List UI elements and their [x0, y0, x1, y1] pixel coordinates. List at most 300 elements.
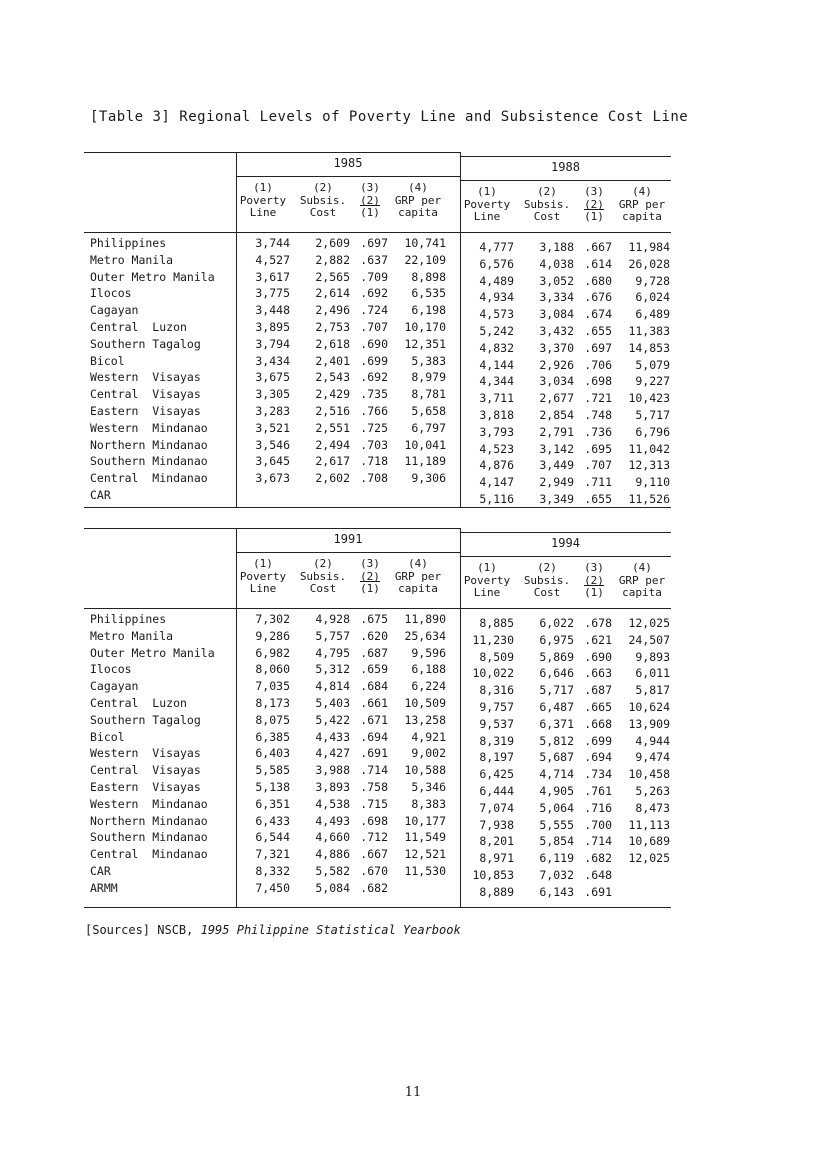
- table-cell: 8,781: [411, 387, 446, 402]
- table-cell: 6,544: [255, 830, 290, 845]
- table-cell: 26,028: [628, 256, 670, 271]
- table-cell: 12,351: [404, 336, 446, 351]
- table-cell: 6,535: [411, 286, 446, 301]
- region-name: Metro Manila: [90, 628, 174, 643]
- table-row: [84, 847, 671, 864]
- column-header-line: Poverty: [463, 573, 511, 587]
- table-cell: .648: [584, 868, 612, 882]
- table-cell: 6,224: [411, 679, 446, 694]
- table-row: [84, 320, 671, 337]
- table-cell: .667: [360, 847, 388, 862]
- region-name: Southern Tagalog: [90, 712, 201, 727]
- table-cell: 5,116: [479, 492, 514, 506]
- column-header-line: Subsis.: [523, 573, 571, 587]
- region-name: Western Mindanao: [90, 796, 208, 811]
- table-row: [84, 814, 671, 831]
- column-header-line: (2): [313, 181, 333, 194]
- year-rule-right: [460, 180, 671, 181]
- table-cell: 9,286: [255, 628, 290, 643]
- region-name: Ilocos: [90, 286, 132, 301]
- table-row: [84, 270, 671, 287]
- table-cell: 5,869: [539, 649, 574, 664]
- region-name: Metro Manila: [90, 252, 174, 267]
- table-cell: 8,979: [411, 370, 446, 385]
- table-cell: 13,909: [628, 716, 670, 731]
- table-cell: .680: [584, 273, 612, 288]
- table-cell: 9,110: [635, 475, 670, 490]
- column-header: [230, 182, 296, 220]
- table-cell: .761: [584, 784, 612, 798]
- table-cell: 4,344: [479, 374, 514, 389]
- table-cell: 9,728: [635, 273, 670, 288]
- table-cell: 4,714: [539, 767, 574, 782]
- table-cell: 5,687: [539, 750, 574, 765]
- table-cell: 3,432: [539, 324, 574, 338]
- year-header: 1988: [551, 160, 580, 174]
- region-name: Southern Mindanao: [90, 830, 208, 845]
- region-name: Southern Tagalog: [90, 336, 201, 351]
- table-cell: 5,084: [315, 880, 350, 895]
- table-cell: 4,538: [315, 796, 350, 811]
- table-cell: 6,351: [255, 796, 290, 811]
- column-header-line: (1): [360, 206, 380, 219]
- column-header-line: (1): [477, 185, 497, 198]
- table-cell: .682: [360, 880, 388, 895]
- table-cell: .697: [584, 340, 612, 355]
- region-name: Philippines: [90, 612, 167, 626]
- region-name: Central Visayas: [90, 387, 201, 402]
- top-rule-right: [460, 532, 671, 533]
- region-name: Bicol: [90, 729, 125, 744]
- table-cell: 3,521: [255, 420, 290, 435]
- column-header-line: Cost: [309, 206, 337, 219]
- table-row: [84, 679, 671, 696]
- table-cell: 8,075: [255, 712, 290, 727]
- table-cell: 11,383: [628, 324, 670, 338]
- table-cell: 9,537: [479, 716, 514, 731]
- table-cell: 12,521: [404, 847, 446, 862]
- table-cell: 10,458: [628, 767, 670, 782]
- table-cell: .690: [584, 649, 612, 664]
- table-cell: 3,434: [255, 353, 290, 368]
- table-cell: 5,138: [255, 780, 290, 794]
- region-name: Eastern Visayas: [90, 780, 201, 794]
- column-header-line: Poverty: [463, 197, 511, 211]
- sources-prefix: [Sources] NSCB,: [85, 923, 194, 937]
- table-cell: 8,319: [479, 733, 514, 748]
- table-cell: 14,853: [628, 340, 670, 355]
- column-header-line: (3): [360, 557, 380, 570]
- table-cell: 11,526: [628, 492, 670, 506]
- table-cell: .668: [584, 716, 612, 731]
- table-cell: 8,197: [479, 750, 514, 765]
- column-header-line: capita: [622, 210, 662, 223]
- table-cell: 10,588: [404, 763, 446, 778]
- table-cell: 11,549: [404, 830, 446, 845]
- table-cell: 6,024: [635, 290, 670, 305]
- table-cell: 8,060: [255, 662, 290, 677]
- sources-title: 1995 Philippine Statistical Yearbook: [200, 923, 461, 937]
- table-row: [84, 629, 671, 646]
- table-cell: .712: [360, 830, 388, 845]
- table-cell: 9,596: [411, 645, 446, 660]
- table-cell: 3,775: [255, 286, 290, 301]
- region-name: Cagayan: [90, 303, 139, 318]
- column-header-line: (2): [360, 193, 380, 207]
- table-cell: 10,022: [472, 666, 514, 681]
- table-cell: 8,889: [479, 884, 514, 899]
- table-cell: 3,034: [539, 374, 574, 389]
- table-cell: .674: [584, 307, 612, 322]
- table-cell: 9,893: [635, 649, 670, 664]
- table-cell: 2,926: [539, 357, 574, 372]
- table-cell: 4,777: [479, 240, 514, 254]
- table-cell: .692: [360, 286, 388, 301]
- column-header: [230, 558, 296, 596]
- table-cell: .714: [360, 763, 388, 778]
- table-cell: 10,741: [404, 236, 446, 250]
- column-header-line: (3): [360, 181, 380, 194]
- table-cell: .690: [360, 336, 388, 351]
- region-name: CAR: [90, 488, 111, 502]
- region-name: Western Visayas: [90, 370, 201, 385]
- column-header-line: (1): [477, 561, 497, 574]
- table-cell: 4,876: [479, 458, 514, 473]
- table-cell: 6,011: [635, 666, 670, 681]
- poverty-table-1985-1988: [84, 152, 671, 508]
- table-cell: 6,489: [635, 307, 670, 322]
- table-cell: .694: [360, 729, 388, 744]
- table-cell: 3,283: [255, 404, 290, 418]
- table-cell: 4,928: [315, 612, 350, 626]
- table-cell: 5,242: [479, 324, 514, 338]
- table-cell: .687: [360, 645, 388, 660]
- poverty-table-1991-1994: [84, 528, 671, 908]
- column-header: [608, 562, 676, 600]
- table-cell: .715: [360, 796, 388, 811]
- table-cell: 3,794: [255, 336, 290, 351]
- region-name: Central Visayas: [90, 763, 201, 778]
- table-cell: 5,346: [411, 780, 446, 794]
- column-header-line: Line: [249, 582, 277, 595]
- table-row: [84, 471, 671, 488]
- table-cell: .714: [584, 834, 612, 849]
- table-cell: .621: [584, 632, 612, 647]
- table-cell: .659: [360, 662, 388, 677]
- table-cell: 10,423: [628, 391, 670, 406]
- column-header-line: capita: [398, 206, 438, 219]
- column-header: [454, 186, 520, 224]
- table-row: [84, 303, 671, 320]
- table-cell: 8,473: [635, 800, 670, 815]
- column-header-line: Subsis.: [299, 193, 347, 207]
- table-cell: 6,576: [479, 256, 514, 271]
- table-cell: 2,429: [315, 387, 350, 402]
- table-cell: 4,573: [479, 307, 514, 322]
- column-header-line: (4): [408, 557, 428, 570]
- table-row: [84, 763, 671, 780]
- table-cell: 9,002: [411, 746, 446, 761]
- table-cell: .665: [584, 700, 612, 714]
- region-name: Ilocos: [90, 662, 132, 677]
- table-cell: 9,757: [479, 700, 514, 714]
- table-row: [84, 354, 671, 371]
- table-cell: 6,433: [255, 813, 290, 828]
- table-cell: 7,032: [539, 868, 574, 882]
- table-cell: 10,624: [628, 700, 670, 714]
- header-bottom-rule: [84, 608, 671, 609]
- table-cell: .721: [584, 391, 612, 406]
- table-cell: 3,448: [255, 303, 290, 318]
- table-cell: .706: [584, 357, 612, 372]
- table-row: [84, 236, 671, 253]
- table-cell: 12,025: [628, 851, 670, 866]
- top-rule: [84, 528, 460, 529]
- table-cell: 3,744: [255, 236, 290, 250]
- table-cell: 5,403: [315, 696, 350, 710]
- table-cell: 3,370: [539, 340, 574, 355]
- top-rule: [84, 152, 460, 153]
- table-cell: 3,673: [255, 471, 290, 486]
- table-cell: 8,173: [255, 696, 290, 710]
- column-header: [384, 558, 452, 596]
- table-cell: 4,660: [315, 830, 350, 845]
- column-header-line: (2): [537, 561, 557, 574]
- region-name: Outer Metro Manila: [90, 269, 215, 284]
- table-cell: 12,313: [628, 458, 670, 473]
- region-name: Philippines: [90, 236, 167, 250]
- column-header-line: Poverty: [239, 569, 287, 583]
- table-cell: .691: [360, 746, 388, 761]
- table-cell: .663: [584, 666, 612, 681]
- table-row: [84, 404, 671, 421]
- bottom-rule: [84, 507, 671, 508]
- column-header-line: Subsis.: [523, 197, 571, 211]
- table-cell: 8,316: [479, 683, 514, 698]
- table-cell: 12,025: [628, 616, 670, 630]
- table-cell: 7,321: [255, 847, 290, 862]
- table-cell: 9,306: [411, 471, 446, 486]
- year-rule-right: [460, 556, 671, 557]
- region-name: Central Luzon: [90, 320, 187, 334]
- table-row: [84, 881, 671, 898]
- table-row: [84, 730, 671, 747]
- table-cell: 6,198: [411, 303, 446, 318]
- table-cell: .707: [360, 320, 388, 334]
- table-cell: .703: [360, 437, 388, 452]
- table-cell: 2,609: [315, 236, 350, 250]
- table-cell: 5,555: [539, 817, 574, 832]
- table-cell: 2,677: [539, 391, 574, 406]
- region-name: Northern Mindanao: [90, 813, 208, 828]
- table-row: [84, 612, 671, 629]
- region-name: Northern Mindanao: [90, 437, 208, 452]
- column-header-line: (4): [632, 561, 652, 574]
- table-cell: .684: [360, 679, 388, 694]
- region-name: Cagayan: [90, 679, 139, 694]
- column-header-line: (2): [313, 557, 333, 570]
- table-cell: 4,038: [539, 256, 574, 271]
- table-cell: 5,757: [315, 628, 350, 643]
- table-cell: .718: [360, 454, 388, 469]
- table-row: [84, 286, 671, 303]
- region-name: CAR: [90, 864, 111, 878]
- table-cell: 4,433: [315, 729, 350, 744]
- year-header: 1991: [333, 532, 363, 546]
- table-row: [84, 780, 671, 797]
- column-header-line: Line: [249, 206, 277, 219]
- table-cell: 3,334: [539, 290, 574, 305]
- table-row: [84, 370, 671, 387]
- table-cell: 4,493: [315, 813, 350, 828]
- table-row: [84, 488, 671, 505]
- table-cell: .676: [584, 290, 612, 305]
- table-cell: 8,885: [479, 616, 514, 630]
- table-cell: 6,425: [479, 767, 514, 782]
- table-cell: .758: [360, 780, 388, 794]
- table-cell: 4,144: [479, 357, 514, 372]
- region-name: Central Mindanao: [90, 471, 208, 486]
- table-cell: 6,444: [479, 784, 514, 798]
- column-header-line: (3): [584, 185, 604, 198]
- table-cell: .694: [584, 750, 612, 765]
- table-cell: 11,189: [404, 454, 446, 469]
- year-rule-left: [236, 552, 460, 553]
- table-row: [84, 646, 671, 663]
- table-cell: .699: [584, 733, 612, 748]
- table-cell: 6,796: [635, 424, 670, 439]
- table-cell: 4,527: [255, 252, 290, 267]
- table-cell: 5,854: [539, 834, 574, 849]
- region-name: ARMM: [90, 880, 118, 895]
- column-header-line: (2): [537, 185, 557, 198]
- table-cell: 6,385: [255, 729, 290, 744]
- table-cell: 2,494: [315, 437, 350, 452]
- table-cell: 2,882: [315, 252, 350, 267]
- table-cell: 8,971: [479, 851, 514, 866]
- table-cell: 3,449: [539, 458, 574, 473]
- table-cell: 2,614: [315, 286, 350, 301]
- table-cell: 2,551: [315, 420, 350, 435]
- table-cell: .692: [360, 370, 388, 385]
- region-name: Central Mindanao: [90, 847, 208, 862]
- table-cell: 8,383: [411, 796, 446, 811]
- table-cell: 4,921: [411, 729, 446, 744]
- table-cell: .709: [360, 269, 388, 284]
- table-cell: .698: [584, 374, 612, 389]
- table-row: [84, 454, 671, 471]
- table-cell: .670: [360, 864, 388, 878]
- column-header-line: capita: [622, 586, 662, 599]
- table-cell: .687: [584, 683, 612, 698]
- header-bottom-rule: [84, 232, 671, 233]
- table-cell: 2,602: [315, 471, 350, 486]
- column-header-line: (2): [360, 569, 380, 583]
- column-header-line: (1): [253, 181, 273, 194]
- table-title: [Table 3] Regional Levels of Poverty Line and Subsistence Cost Line: [90, 109, 689, 125]
- table-cell: .695: [584, 441, 612, 456]
- table-row: [84, 387, 671, 404]
- table-cell: 7,074: [479, 800, 514, 815]
- table-cell: 5,812: [539, 733, 574, 748]
- top-rule-right: [460, 156, 671, 157]
- column-header-line: Line: [473, 210, 501, 223]
- table-cell: 4,886: [315, 847, 350, 862]
- table-cell: 10,041: [404, 437, 446, 452]
- table-cell: 5,585: [255, 763, 290, 778]
- region-name: Bicol: [90, 353, 125, 368]
- table-cell: 22,109: [404, 252, 446, 267]
- table-cell: 10,177: [404, 813, 446, 828]
- table-cell: .614: [584, 256, 612, 271]
- table-cell: .734: [584, 767, 612, 782]
- region-name: Outer Metro Manila: [90, 645, 215, 660]
- table-row: [84, 253, 671, 270]
- table-cell: .697: [360, 236, 388, 250]
- table-cell: 10,853: [472, 868, 514, 882]
- table-cell: 5,064: [539, 800, 574, 815]
- column-header-line: Cost: [309, 582, 337, 595]
- table-cell: 2,496: [315, 303, 350, 318]
- table-cell: 3,675: [255, 370, 290, 385]
- table-cell: .748: [584, 408, 612, 422]
- table-cell: 5,658: [411, 404, 446, 418]
- page-number: 11: [404, 1085, 422, 1100]
- table-row: [84, 797, 671, 814]
- table-cell: 2,854: [539, 408, 574, 422]
- table-cell: .671: [360, 712, 388, 727]
- table-cell: .699: [360, 353, 388, 368]
- column-header-line: Poverty: [239, 193, 287, 207]
- table-cell: 2,617: [315, 454, 350, 469]
- table-cell: 24,507: [628, 632, 670, 647]
- table-cell: 3,893: [315, 780, 350, 794]
- column-header-line: Cost: [533, 586, 561, 599]
- table-cell: .691: [584, 884, 612, 899]
- table-cell: 4,147: [479, 475, 514, 490]
- table-cell: 4,523: [479, 441, 514, 456]
- table-cell: 4,814: [315, 679, 350, 694]
- table-cell: 4,905: [539, 784, 574, 798]
- table-cell: .698: [360, 813, 388, 828]
- table-cell: .707: [584, 458, 612, 473]
- table-cell: 3,305: [255, 387, 290, 402]
- table-cell: 2,791: [539, 424, 574, 439]
- table-cell: 5,717: [539, 683, 574, 698]
- column-header: [454, 562, 520, 600]
- table-row: [84, 421, 671, 438]
- table-cell: 7,938: [479, 817, 514, 832]
- table-cell: .708: [360, 471, 388, 486]
- table-cell: .655: [584, 492, 612, 506]
- table-cell: .655: [584, 324, 612, 338]
- table-cell: 5,717: [635, 408, 670, 422]
- table-cell: 8,898: [411, 269, 446, 284]
- year-header: 1994: [551, 536, 580, 550]
- region-name: Eastern Visayas: [90, 404, 201, 418]
- column-header-line: GRP per: [618, 573, 666, 587]
- table-cell: 3,645: [255, 454, 290, 469]
- table-cell: .637: [360, 252, 388, 267]
- region-name: Central Luzon: [90, 696, 187, 710]
- table-cell: .700: [584, 817, 612, 832]
- column-header-line: (4): [632, 185, 652, 198]
- table-row: [84, 337, 671, 354]
- table-cell: 3,188: [539, 240, 574, 254]
- table-cell: .667: [584, 240, 612, 254]
- column-header-line: GRP per: [394, 193, 442, 207]
- table-cell: 4,795: [315, 645, 350, 660]
